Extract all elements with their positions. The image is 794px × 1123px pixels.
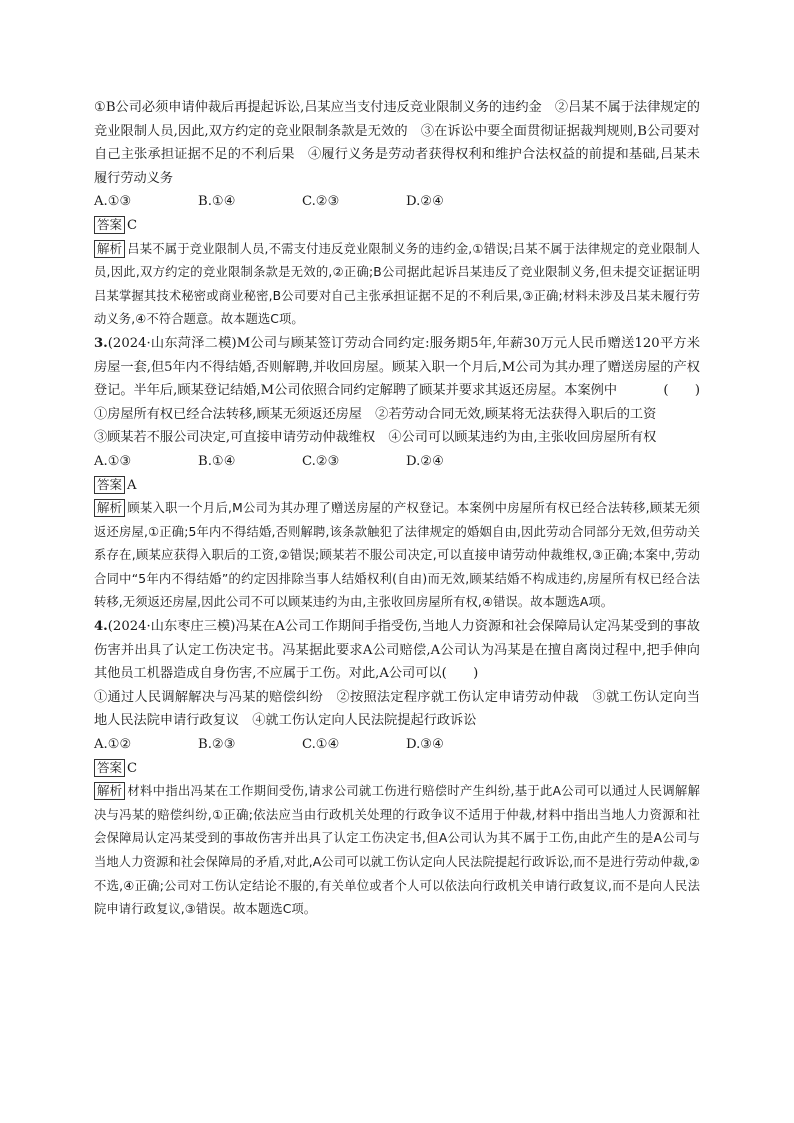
option-c: C.①④ xyxy=(302,737,340,753)
answer-value: C xyxy=(127,760,138,776)
answer-value: C xyxy=(127,217,138,233)
options-row xyxy=(94,190,700,214)
explanation-label: 解析 xyxy=(94,782,125,800)
question-3 xyxy=(94,332,700,615)
statement-line-1: ①房屋所有权已经合法转移,顾某无须返还房屋 ②若劳动合同无效,顾某将无法获得入职后的工资 xyxy=(94,406,657,422)
question-2 xyxy=(94,96,700,332)
question-text: 冯某在A公司工作期间手指受伤,当地人力资源和社会保障局认定冯某受到的事故伤害并出具了认定工伤决定书。冯某据此要求A公司赔偿,A公司认为冯某是在擅自离岗过程中,把手伸向其他员工机器造成自身伤害,不应属于工伤。对此,A公司可以( ) xyxy=(94,619,700,682)
answer-label: 答案 xyxy=(94,216,125,234)
question-stem xyxy=(94,615,700,686)
options-row xyxy=(94,450,700,474)
answer-label: 答案 xyxy=(94,476,125,494)
option-a: A.①② xyxy=(94,737,132,753)
explanation-label: 解析 xyxy=(94,499,125,517)
question-4 xyxy=(94,615,700,922)
option-d: D.②④ xyxy=(406,453,444,469)
question-source: (2024·山东枣庄三模) xyxy=(107,619,236,635)
explanation xyxy=(94,497,700,615)
option-a: A.①③ xyxy=(94,194,132,210)
explanation xyxy=(94,238,700,332)
explanation-text: 材料中指出冯某在工作期间受伤,请求公司就工伤进行赔偿时产生纠纷,基于此A公司可以通过人民调解解决与冯某的赔偿纠纷,①正确;依法应当由行政机关处理的行政争议不适用于仲裁,材料中指出当地人力资源和社会保障局认定冯某受到的事故伤害并出具了认定工伤决定书,但A公司认为其不属于工伤,由此产生的是A公司与当地人力资源和社会保障局的矛盾,对此,A公司可以就工伤认定向人民法院提起行政诉讼,而不是进行劳动仲裁,②不选,④正确;公司对工伤认定结论不服的,有关单位或者个人可以依法向行政机关申请行政复议,而不是向人民法院申请行政复议,③错误。故本题选C项。 xyxy=(94,784,700,917)
answer-label: 答案 xyxy=(94,759,125,777)
explanation-text: 顾某入职一个月后,M公司为其办理了赠送房屋的产权登记。本案例中房屋所有权已经合法转移,顾某无须返还房屋,①正确;5年内不得结婚,否则解聘,该条款触犯了法律规定的婚姻自由,因此劳动合同部分无效,但劳动关系存在,顾某应获得入职后的工资,②错误;顾某若不服公司决定,可以直接申请劳动仲裁维权,③正确;本案中,劳动合同中“5年内不得结婚”的约定因排除当事人结婚权利(自由)而无效,顾某结婚不构成违约,房屋所有权已经合法转移,无须返还房屋,因此公司不可以顾某违约为由,主张收回房屋所有权,④错误。故本题选A项。 xyxy=(94,501,700,610)
option-b: B.①④ xyxy=(198,194,236,210)
option-b: B.①④ xyxy=(198,453,236,469)
answer-row xyxy=(94,214,700,238)
option-c: C.②③ xyxy=(302,194,340,210)
answer-row xyxy=(94,757,700,781)
explanation-text: 吕某不属于竞业限制人员,不需支付违反竞业限制义务的违约金,①错误;吕某不属于法律规定的竞业限制人员,因此,双方约定的竞业限制条款是无效的,②正确;B公司据此起诉吕某违反了竞业限制义务,但未提交证据证明吕某掌握其技术秘密或商业秘密,B公司要对自己主张承担证据不足的不利后果,③正确;材料未涉及吕某未履行劳动义务,④不符合题意。故本题选C项。 xyxy=(94,241,700,327)
question-number: 3. xyxy=(94,335,108,351)
answer-row xyxy=(94,474,700,498)
question-stem xyxy=(94,332,700,403)
option-c: C.②③ xyxy=(302,453,340,469)
question-number: 4. xyxy=(94,619,108,635)
option-a: A.①③ xyxy=(94,453,132,469)
statement-block: ①通过人民调解解决与冯某的赔偿纠纷 ②按照法定程序就工伤认定申请劳动仲裁 ③就工伤认定向当地人民法院申请行政复议 ④就工伤认定向人民法院提起行政诉讼 xyxy=(94,689,700,729)
document-page xyxy=(94,96,700,922)
explanation-label: 解析 xyxy=(94,240,125,258)
option-b: B.②③ xyxy=(198,737,236,753)
answer-value: A xyxy=(127,477,137,493)
question-text: M公司与顾某签订劳动合同约定:服务期5年,年薪30万元人民币赠送120平方米房屋一套,但5年内不得结婚,否则解聘,并收回房屋。顾某入职一个月后,M公司为其办理了赠送房屋的产权登记。半年后,顾某登记结婚,M公司依照合同约定解聘了顾某并要求其返还房屋。本案例中 xyxy=(94,335,700,399)
statement-line-2: ③顾某若不服公司决定,可直接申请劳动仲裁维权 ④公司可以顾某违约为由,主张收回房屋所有权 xyxy=(94,430,657,446)
answer-blank: ( ) xyxy=(663,383,700,399)
statement-block: ①B公司必须申请仲裁后再提起诉讼,吕某应当支付违反竞业限制义务的违约金 ②吕某不属于法律规定的竞业限制人员,因此,双方约定的竞业限制条款是无效的 ③在诉讼中要全面贯彻证据裁判规则,B公司要对自己主张承担证据不足的不利后果 ④履行义务是劳动者获得权利和维护合法权益的前提和基础,吕某未履行劳动义务 xyxy=(94,100,700,186)
option-d: D.②④ xyxy=(406,194,444,210)
options-row xyxy=(94,733,700,757)
option-d: D.③④ xyxy=(406,737,444,753)
question-source: (2024·山东菏泽二模) xyxy=(107,335,237,351)
explanation xyxy=(94,780,700,922)
